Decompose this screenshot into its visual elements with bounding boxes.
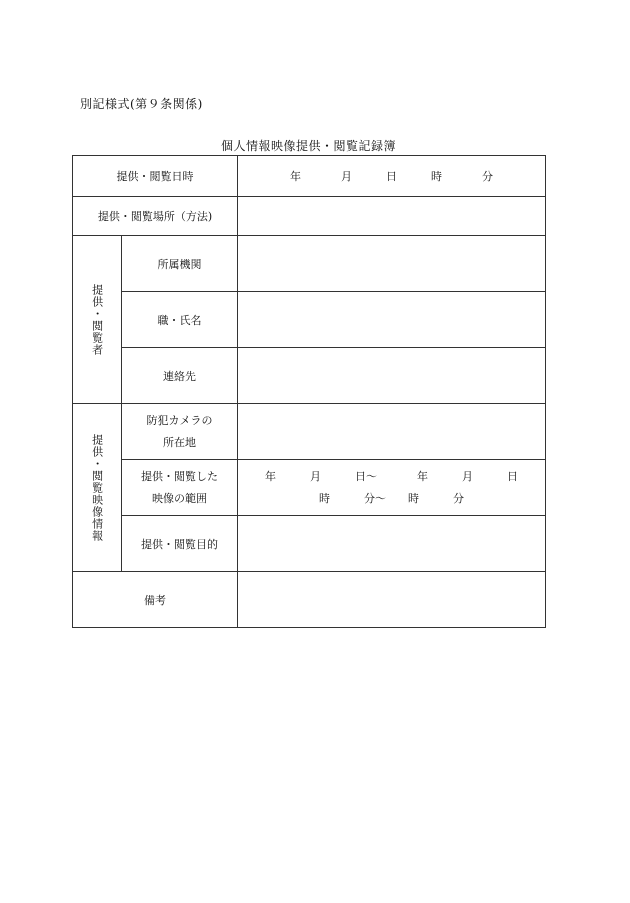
video-range-label xyxy=(122,460,238,516)
contact-label: 連絡先 xyxy=(122,348,238,404)
range-start-month: 月 xyxy=(310,469,321,483)
purpose-label: 提供・閲覧目的 xyxy=(122,516,238,572)
video-group-text: 提供・閲覧映像情報 xyxy=(90,433,104,542)
video-range-label-line1: 提供・閲覧した xyxy=(141,469,218,483)
camera-location-label xyxy=(122,404,238,460)
unit-year: 年 xyxy=(290,170,301,183)
unit-hour: 時 xyxy=(431,170,442,183)
range-time-units xyxy=(238,488,545,510)
contact-field[interactable] xyxy=(238,348,546,404)
unit-minute: 分 xyxy=(482,170,493,183)
row-datetime xyxy=(73,156,546,197)
datetime-field[interactable] xyxy=(238,156,546,197)
video-group-label xyxy=(73,404,122,572)
affiliation-field[interactable] xyxy=(238,236,546,292)
range-date-units xyxy=(238,466,545,488)
range-end-hour: 時 xyxy=(408,491,419,505)
record-table xyxy=(72,155,546,628)
camera-location-label-line2: 所在地 xyxy=(163,435,196,449)
row-video-range xyxy=(73,460,546,516)
datetime-units xyxy=(238,168,545,184)
place-label: 提供・閲覧場所（方法) xyxy=(73,197,238,236)
datetime-label: 提供・閲覧日時 xyxy=(73,156,238,197)
unit-day: 日 xyxy=(386,170,397,183)
range-end-day: 日 xyxy=(507,469,518,483)
range-start-year: 年 xyxy=(265,469,276,483)
form-reference: 別記様式(第９条関係) xyxy=(80,97,203,111)
unit-month: 月 xyxy=(341,170,352,183)
video-range-label-line2: 映像の範囲 xyxy=(152,491,207,505)
row-contact xyxy=(73,348,546,404)
row-affiliation xyxy=(73,236,546,292)
camera-location-field[interactable] xyxy=(238,404,546,460)
viewer-group-label xyxy=(73,236,122,404)
range-start-minute: 分～ xyxy=(364,491,386,505)
row-place xyxy=(73,197,546,236)
position-name-field[interactable] xyxy=(238,292,546,348)
affiliation-label: 所属機関 xyxy=(122,236,238,292)
row-camera-location xyxy=(73,404,546,460)
range-start-hour: 時 xyxy=(319,491,330,505)
row-remarks xyxy=(73,572,546,628)
camera-location-label-line1: 防犯カメラの xyxy=(146,413,213,427)
row-purpose xyxy=(73,516,546,572)
viewer-group-text: 提供・閲覧者 xyxy=(90,283,104,356)
range-end-minute: 分 xyxy=(453,491,464,505)
range-end-month: 月 xyxy=(462,469,473,483)
place-field[interactable] xyxy=(238,197,546,236)
position-name-label: 職・氏名 xyxy=(122,292,238,348)
row-position-name xyxy=(73,292,546,348)
purpose-field[interactable] xyxy=(238,516,546,572)
range-start-day: 日～ xyxy=(355,469,377,483)
range-end-year: 年 xyxy=(417,469,428,483)
remarks-field[interactable] xyxy=(238,572,546,628)
video-range-field[interactable] xyxy=(238,460,546,516)
form-title: 個人情報映像提供・閲覧記録簿 xyxy=(220,139,396,153)
remarks-label: 備考 xyxy=(73,572,238,628)
